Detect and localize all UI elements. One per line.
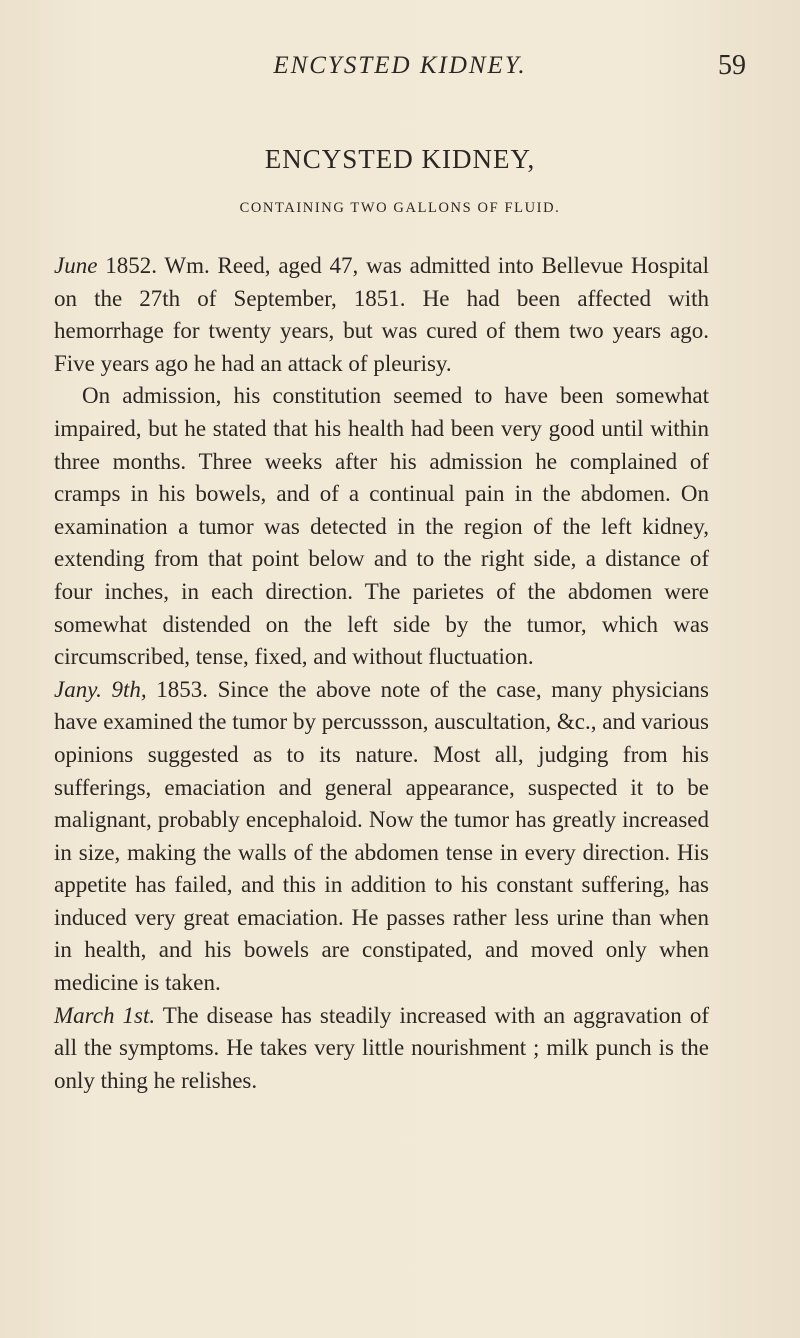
paragraph-march — [54, 1000, 709, 1098]
article-title: ENCYSTED KIDNEY, — [264, 144, 536, 174]
entry-date: Jany. 9th, — [54, 676, 147, 702]
entry-text: On admission, his constitution seemed to have been somewhat impaired, but he stated that his health had been very good until within three months. Three weeks after his admission he complained of cramps in his bowels, and of a continual pain in the abdomen. On examination a tumor was detected in the region of the left kidney, extending from that point below and to the right side, a distance of four inches, in each direction. The parietes of the abdomen were somewhat distended on the left side by the tumor, which was circumscribed, tense, fixed, and without fluctuation. — [54, 383, 709, 670]
paragraph-january — [54, 674, 709, 1000]
running-title: ENCYSTED KIDNEY. — [273, 52, 527, 79]
entry-date: June — [54, 253, 98, 278]
article-subtitle: CONTAINING TWO GALLONS OF FLUID. — [239, 200, 561, 216]
page-number: 59 — [718, 50, 746, 81]
entry-text: 1852. Wm. Reed, aged 47, was admitted into Bellevue Hospital on the 27th of September, 1851. He had been affected with hemorrhage for twenty years, but was cured of them two years ago. Five years ago he had an attack of pleurisy. — [54, 253, 709, 376]
entry-date: March 1st. — [54, 1002, 156, 1028]
paragraph-admission — [54, 380, 709, 673]
body-text — [54, 250, 709, 1097]
paragraph-june — [54, 250, 709, 380]
running-head — [54, 52, 746, 92]
entry-text: The disease has steadily increased with an aggravation of all the symptoms. He takes very little nourishment ; milk punch is the only thing he relishes. — [54, 1002, 709, 1093]
entry-text: 1853. Since the above note of the case, many physicians have examined the tumor by percussson, auscultation, &c., and various opinions suggested as to its nature. Most all, judging from his sufferings, emaciation and general appearance, suspected it to be malignant, probably encephaloid. Now the tumor has greatly increased in size, making the walls of the abdomen tense in every direction. His appetite has failed, and this in addition to his constant suffering, has induced very great emaciation. He passes rather less urine than when in health, and his bowels are constipated, and moved only when medicine is taken. — [54, 676, 709, 996]
